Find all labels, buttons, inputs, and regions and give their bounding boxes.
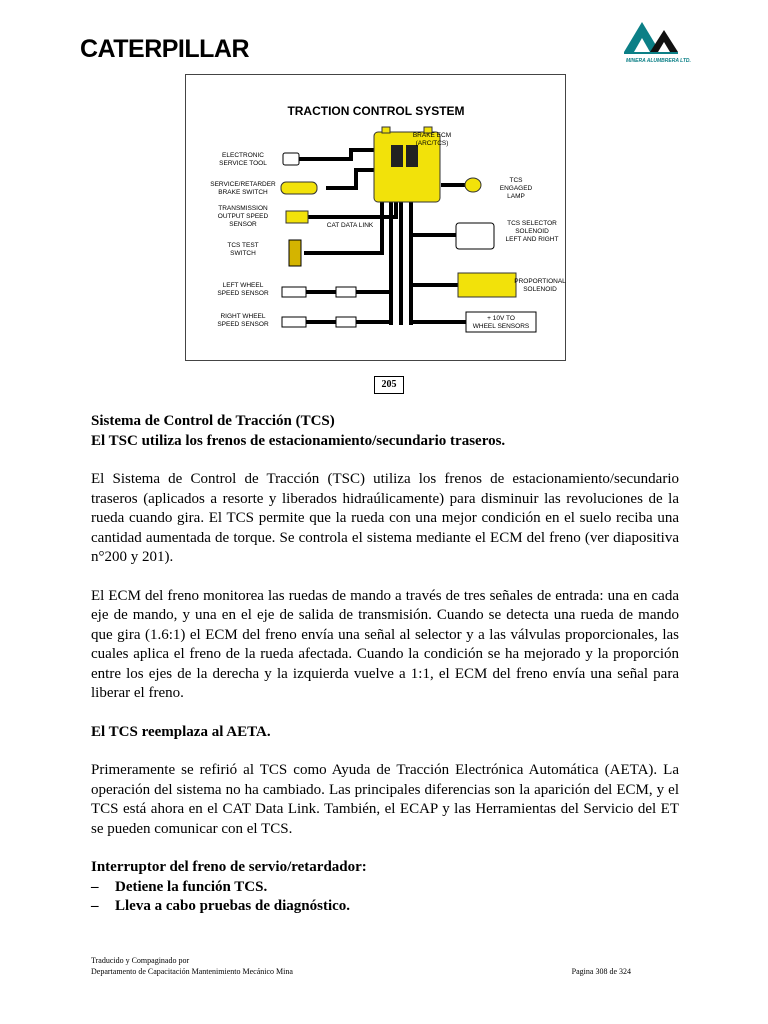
label-tel-1: TCS: [509, 177, 523, 184]
page-footer: [91, 955, 631, 977]
label-ws-2: WHEEL SENSORS: [472, 323, 530, 330]
diagram-title: TRACTION CONTROL SYSTEM: [287, 104, 465, 118]
label-ps-2: SOLENOID: [523, 286, 557, 293]
label-srb-2: BRAKE SWITCH: [218, 189, 268, 196]
bullet-dash: –: [91, 898, 99, 914]
bullet-dash: –: [91, 878, 99, 895]
bullet-text: Lleva a cabo pruebas de diagnóstico.: [115, 898, 351, 914]
label-srb-1: SERVICE/RETARDER: [210, 181, 276, 188]
label-tss-1: TCS SELECTOR: [507, 220, 557, 227]
label-tts-2: SWITCH: [230, 250, 256, 257]
label-tss-2: SOLENOID: [515, 228, 549, 235]
label-brake-ecm-2: (ARC/TCS): [415, 140, 449, 147]
label-tos-3: SENSOR: [229, 221, 257, 228]
label-est-2: SERVICE TOOL: [219, 160, 267, 167]
label-ps-1: PROPORTIONAL: [514, 278, 566, 285]
label-tel-2: ENGAGED: [499, 185, 533, 192]
list-item: [91, 878, 679, 898]
section-heading-switch: Interruptor del freno de servio/retardador:: [91, 859, 367, 875]
label-lws-1: LEFT WHEEL: [222, 282, 264, 289]
label-tss-3: LEFT AND RIGHT: [505, 236, 559, 243]
traction-control-diagram: [185, 74, 566, 361]
label-tos-1: TRANSMISSION: [218, 205, 268, 212]
bullet-text: Detiene la función TCS.: [115, 878, 268, 895]
label-ws-1: + 10V TO: [487, 315, 515, 322]
slide-number: 205: [374, 376, 404, 394]
label-brake-ecm-1: BRAKE ECM: [412, 132, 452, 139]
paragraph-3: Primeramente se refirió al TCS como Ayuda de Tracción Electrónica Automática (AETA). La operación del sistema no ha cambiado. Las principales diferencias son la aparición del ECM, y el TCS está ahora en el CAT Data Link. También, el ECAP y las Herramientas del Servicio del ET se pueden comunicar con el TCS.: [91, 762, 679, 837]
caterpillar-logo: CATERPILLAR: [80, 35, 250, 63]
minera-alumbrera-logo: [620, 16, 691, 72]
section-heading-aeta: El TCS reemplaza al AETA.: [91, 723, 271, 740]
list-item: [91, 897, 679, 917]
label-cat-data-link: CAT DATA LINK: [326, 222, 374, 229]
section-title: Sistema de Control de Tracción (TCS): [91, 413, 335, 429]
footer-credit: Traducido y Compaginado por: [91, 956, 190, 965]
section-subtitle: El TSC utiliza los frenos de estacionamiento/secundario traseros.: [91, 432, 506, 449]
partner-logo-text: MINERA ALUMBRERA LTD.: [626, 58, 691, 64]
footer-page-number: Pagina 308 de 324: [571, 967, 631, 976]
paragraph-2: El ECM del freno monitorea las ruedas de mando a través de tres señales de entrada: una en cada eje de mando, y una en el eje de salida de transmisión. Cuando se detecta una rueda de mando que gira (1.6:1) el ECM del freno envía una señal al selector y a las válvulas proporcionales, las cuales aplica el freno de la rueda afectada. Cuando la condición se ha mejorado y la proporción entre los ejes de la derecha y la izquierda vuelve a 1:1, el ECM del freno envía una señal para liberar el freno.: [91, 587, 679, 701]
document-body: [91, 412, 679, 917]
label-est-1: ELECTRONIC: [222, 152, 264, 159]
label-tts-1: TCS TEST: [227, 242, 259, 249]
label-tel-3: LAMP: [507, 193, 525, 200]
paragraph-1: El Sistema de Control de Tracción (TSC) utiliza los frenos de estacionamiento/secundario traseros (aplicados a resorte y liberados hidraúlicamente) para disminuir las revoluciones de la rueda cuando gira. El TCS permite que la rueda con una mejor condición en el suelo reciba una cantidad aumentada de torque. Se controla el sistema mediante el ECM del freno (ver diapositiva n°200 y 201).: [91, 471, 679, 565]
bullet-list: [91, 878, 679, 917]
label-rws-2: SPEED SENSOR: [217, 321, 269, 328]
label-rws-1: RIGHT WHEEL: [220, 313, 266, 320]
footer-department: Departamento de Capacitación Mantenimiento Mecánico Mina: [91, 967, 293, 976]
label-lws-2: SPEED SENSOR: [217, 290, 269, 297]
label-tos-2: OUTPUT SPEED: [217, 213, 269, 220]
